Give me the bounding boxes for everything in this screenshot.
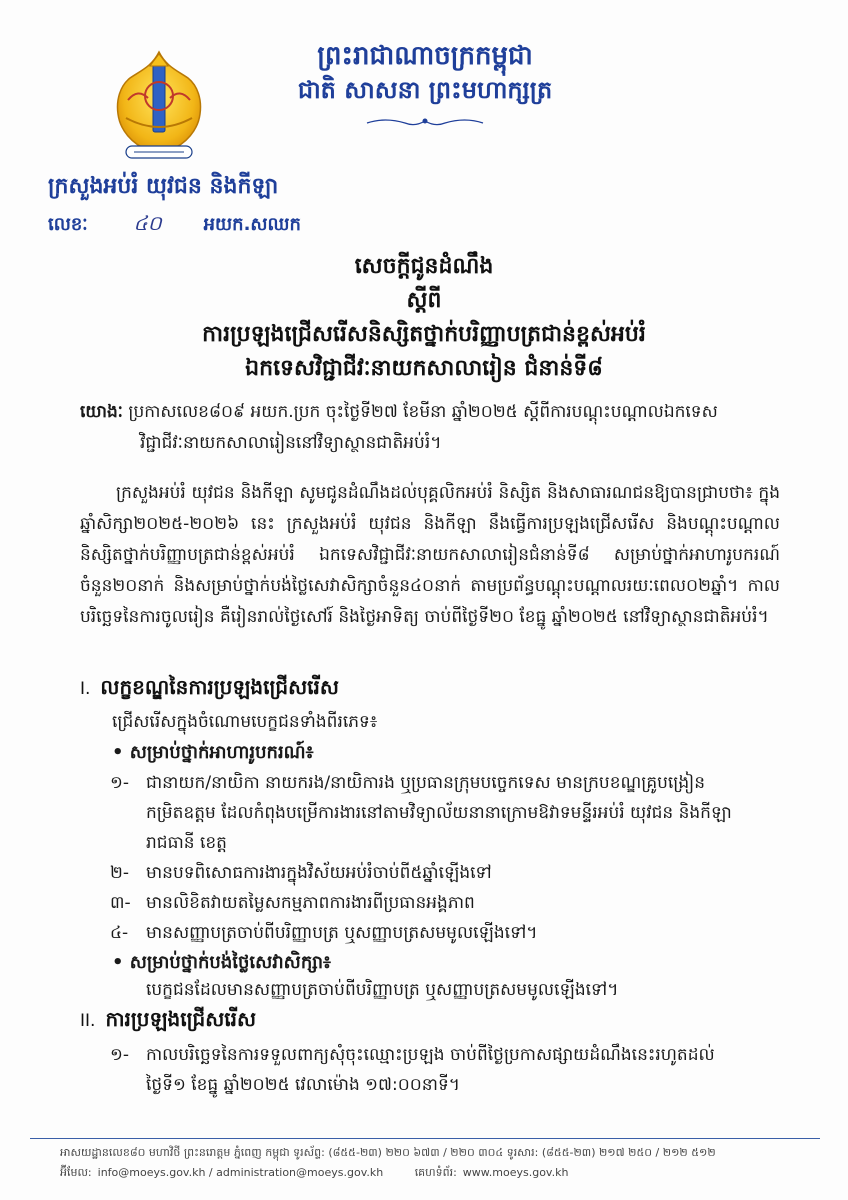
main-paragraph: ក្រសួងអប់រំ យុវជន និងកីឡា សូមជូនដំណឹងដល់បុគ្គលិកអប់រំ និស្សិត និងសាធារណជនឱ្យបានជ្រាបថា៖ ក្នុងឆ្នាំសិក្សា២០២៥-២០២៦ នេះ ក្រសួងអប់រំ យុវជន និងកីឡា នឹងធ្វើការប្រឡងជ្រើសរើស និងបណ្តុះបណ្តាលនិស្សិតថ្នាក់បរិញ្ញាបត្រជាន់ខ្ពស់អប់រំ ឯកទេសវិជ្ជាជីវៈនាយកសាលារៀនជំនាន់ទី៨ សម្រាប់ថ្នាក់អាហារូបករណ៍ចំនួន២០នាក់ និងសម្រាប់ថ្នាក់បង់ថ្លៃសេវាសិក្សាចំនួន៤០នាក់ តាមប្រព័ន្ធបណ្តុះបណ្តាលរយៈពេល០២ឆ្នាំ។ កាលបរិច្ឆេទនៃការចូលរៀន គឺរៀនរាល់ថ្ងៃសៅរ៍ និងថ្ងៃអាទិត្យ ចាប់ពីថ្ងៃទី២០ ខែធ្នូ ឆ្នាំ២០២៥ នៅវិទ្យាស្ថានជាតិអប់រំ។ [80, 483, 780, 627]
reference-text-2: វិជ្ជាជីវៈនាយកសាលារៀននៅវិទ្យាស្ថានជាតិអប់រំ។ [140, 433, 442, 453]
bullet-paid-text: បេក្ខជនដែលមានសញ្ញាបត្រចាប់ពីបរិញ្ញាបត្រ ឬសញ្ញាបត្រសមមូលឡើងទៅ។ [146, 980, 619, 1000]
list-item [110, 888, 790, 918]
ref-label: លេខៈ [48, 214, 88, 235]
title-subject: ការប្រឡងជ្រើសរើសនិស្សិតថ្នាក់បរិញ្ញាបត្រជាន់ខ្ពស់អប់រំ [202, 322, 646, 347]
item-continuation: ថ្ងៃទី១ ខែធ្នូ ឆ្នាំ២០២៥ វេលាម៉ោង ១៧:០០នាទី។ [146, 1075, 460, 1095]
title-specialization: ឯកទេសវិជ្ជាជីវៈនាយកសាលារៀន ជំនាន់ទី៨ [245, 356, 603, 381]
footer-contacts [60, 1166, 596, 1182]
footer-email-link[interactable]: info@moeys.gov.kh / administration@moeys.gov.kh [97, 1166, 384, 1179]
item-number: ១- [110, 773, 130, 793]
announcement-titles [0, 250, 848, 386]
bullet-dot-icon: • [112, 742, 130, 763]
item-continuation: រាជធានី ខេត្ត [146, 833, 227, 853]
section-1-heading [80, 674, 339, 704]
ornament-divider-icon [365, 115, 485, 129]
national-motto: ជាតិ សាសនា ព្រះមហាក្សត្រ [297, 76, 553, 104]
item-number: ៣- [110, 893, 131, 913]
footer-web-label: គេហទំព័រ: [414, 1166, 457, 1179]
title-announcement: សេចក្តីជូនដំណឹង [354, 254, 494, 279]
section-1-title: លក្ខខណ្ឌនៃការប្រឡងជ្រើសរើស [100, 675, 339, 699]
item-number: ២- [110, 863, 130, 883]
item-text: កាលបរិច្ឆេទនៃការទទួលពាក្យសុំចុះឈ្មោះប្រឡង ចាប់ពីថ្ងៃប្រកាសផ្សាយដំណឹងនេះរហូតដល់ [146, 1045, 715, 1065]
section-1-number: I. [80, 679, 91, 699]
kingdom-title: ព្រះរាជាណាចក្រកម្ពុជា [317, 41, 533, 71]
bullet-paid-label: សម្រាប់ថ្នាក់បង់ថ្លៃសេវាសិក្សា៖ [129, 952, 331, 973]
bullet-dot-icon: • [112, 952, 130, 973]
ministry-name: ក្រសួងអប់រំ យុវជន និងកីឡា [48, 174, 279, 199]
item-number: ៤- [110, 923, 129, 943]
kingdom-header [270, 40, 580, 106]
reference-block [80, 397, 780, 459]
item-number: ១- [110, 1045, 130, 1065]
section-1-intro: ជ្រើសរើសក្នុងចំណោមបេក្ខជនទាំងពីរភេទ៖ [112, 712, 378, 732]
reference-number-line [48, 210, 301, 240]
list-item [110, 858, 790, 888]
reference-text-1: ប្រកាសលេខ៨០៩ អយក.ប្រក ចុះថ្ងៃទី២៧ ខែមីនា ឆ្នាំ២០២៥ ស្តីពីការបណ្តុះបណ្តាលឯកទេស [128, 402, 718, 422]
footer-divider [30, 1138, 820, 1139]
item-text: មានបទពិសោធការងារក្នុងវិស័យអប់រំចាប់ពី៥ឆ្នាំឡើងទៅ [146, 863, 492, 883]
section-2-number: II. [80, 1011, 96, 1031]
section-2-title: ការប្រឡងជ្រើសរើស [105, 1007, 257, 1031]
item-text: ជានាយក/នាយិកា នាយករង/នាយិការង ឬប្រធានក្រុមបច្ចេកទេស មានក្របខណ្ឌគ្រូបង្រៀន [146, 773, 705, 793]
list-item [110, 918, 790, 948]
ref-number: ៤០ [133, 211, 162, 235]
item-text: មានសញ្ញាបត្រចាប់ពីបរិញ្ញាបត្រ ឬសញ្ញាបត្រសមមូលឡើងទៅ។ [146, 923, 538, 943]
ministry-emblem-icon [108, 48, 210, 166]
title-regarding: ស្តីពី [406, 288, 442, 313]
bullet-scholarship-label: សម្រាប់ថ្នាក់អាហារូបករណ៍៖ [129, 742, 314, 763]
section-2-heading [80, 1006, 256, 1036]
bullet-scholarship [112, 738, 314, 767]
item-text: មានលិខិតវាយតម្លៃសកម្មភាពការងារពីប្រធានអង្គភាព [146, 893, 475, 913]
footer-email-label: អ៊ីមែល: [60, 1166, 92, 1179]
footer-address: អាសយដ្ឋានលេខ៨០ មហាវិថី ព្រះនរោត្តម ភ្នំពេញ កម្ពុជា ទូរស័ព្ទ: (៨៥៥-២៣) ២២០ ៦៧៣ / ២២០ ៣០៤ ទូរសារ: (៨៥៥-២៣) ២១៧ ២៥០ / ២១២ ៥១២ [60, 1146, 716, 1159]
item-continuation: កម្រិតឧត្តម ដែលកំពុងបម្រើការងារនៅតាមវិទ្យាល័យនានាក្រោមឱវាទមន្ទីរអប់រំ យុវជន និងកីឡា [146, 803, 732, 823]
footer-web-link[interactable]: www.moeys.gov.kh [462, 1166, 569, 1179]
ref-suffix: អយក.សឈក [203, 214, 301, 235]
bullet-paid [112, 948, 331, 977]
list-item [110, 768, 790, 858]
reference-lead: យោងៈ [80, 402, 123, 422]
list-item [110, 1040, 790, 1100]
